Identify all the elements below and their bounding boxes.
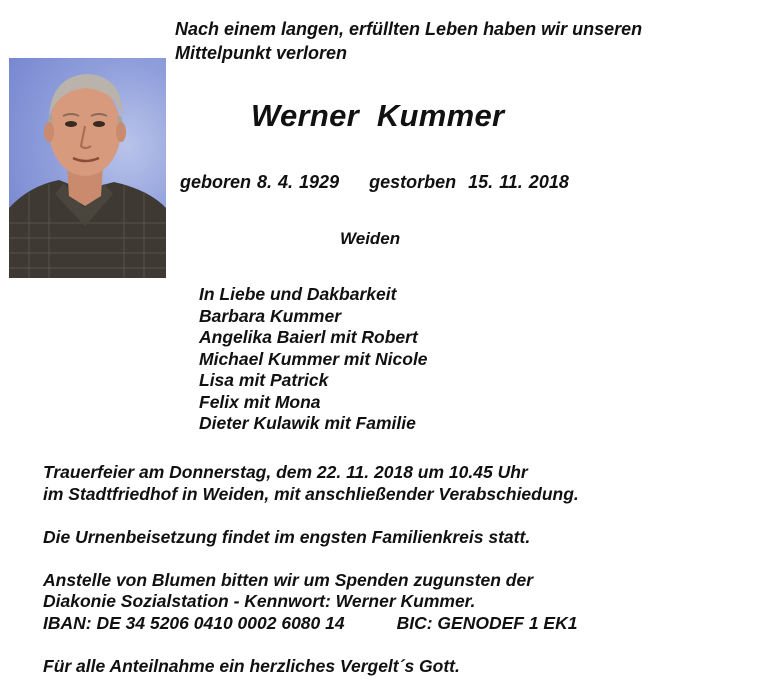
mourner-line: Barbara Kummer — [199, 305, 341, 326]
spacer — [43, 505, 579, 527]
life-dates: geboren 8. 4. 1929 gestorben 15. 11. 2018 — [180, 172, 569, 192]
spacer — [43, 548, 579, 570]
intro-text — [175, 17, 642, 65]
deceased-name: Werner Kummer — [251, 98, 505, 133]
bic-text: BIC: GENODEF 1 EK1 — [396, 612, 578, 633]
mourner-line: Dieter Kulawik mit Familie — [199, 413, 416, 433]
service-information — [43, 462, 579, 677]
spacer — [43, 634, 579, 656]
mourner-line: In Liebe und Dakbarkeit — [199, 284, 397, 304]
portrait-illustration — [9, 58, 166, 278]
iban-text: IBAN: DE 34 5206 0410 0002 6080 14 — [43, 612, 345, 633]
portrait-photo — [9, 58, 166, 278]
mourner-line: Angelika Baierl mit Robert — [199, 327, 418, 347]
mourner-line: Michael Kummer mit Nicole — [199, 348, 428, 369]
place-of-residence: Weiden — [340, 229, 401, 248]
urn-burial-text: Die Urnenbeisetzung findet im engsten Familienkreis statt. — [43, 526, 531, 547]
funeral-line-2: im Stadtfriedhof in Weiden, mit anschließender Verabschiedung. — [43, 483, 579, 504]
funeral-line-1: Trauerfeier am Donnerstag, dem 22. 11. 2018 um 10.45 Uhr — [43, 462, 528, 482]
intro-line-1: Nach einem langen, erfüllten Leben haben wir unseren — [175, 19, 643, 39]
bank-details — [43, 613, 579, 635]
mourner-line: Felix mit Mona — [199, 391, 321, 412]
donation-line-2: Diakonie Sozialstation - Kennwort: Werner Kummer. — [43, 591, 476, 611]
donation-line-1: Anstelle von Blumen bitten wir um Spenden zugunsten der — [43, 569, 534, 590]
intro-line-2: Mittelpunkt verloren — [175, 43, 348, 63]
mourner-line: Lisa mit Patrick — [199, 370, 329, 390]
mourners-list — [199, 284, 428, 435]
closing-text: Für alle Anteilnahme ein herzliches Vergelt´s Gott. — [43, 655, 460, 676]
